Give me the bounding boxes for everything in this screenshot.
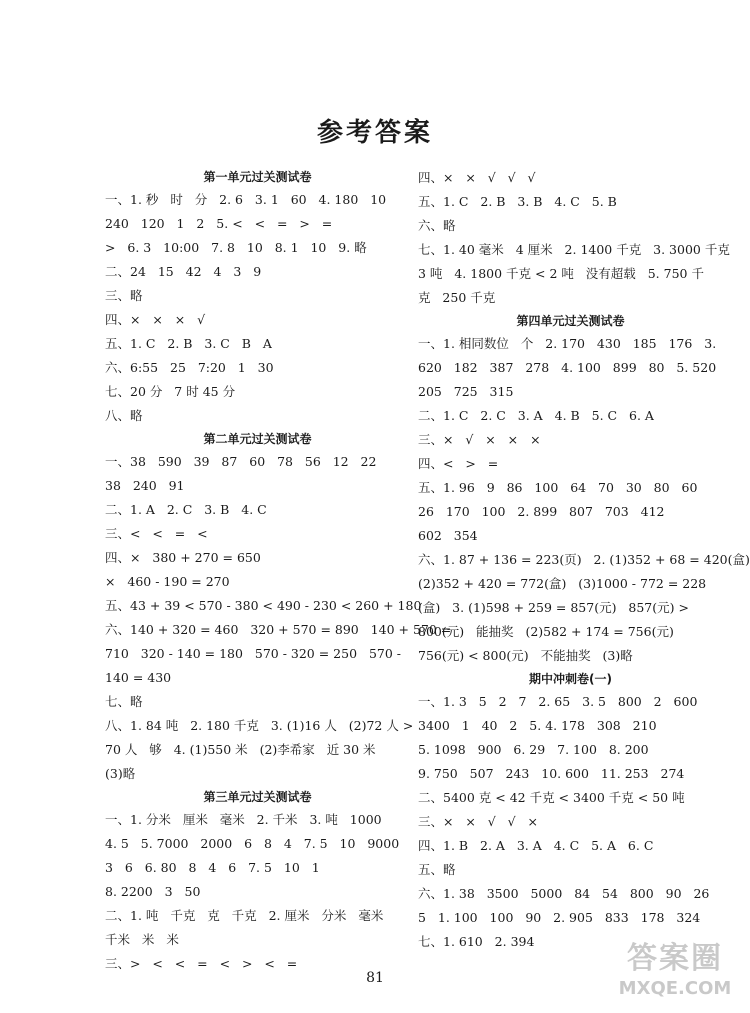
- watermark-text-cn: 答案圈: [627, 941, 723, 976]
- answer-line: 八、略: [105, 408, 143, 423]
- answer-line: 二、5400 克 < 42 千克 < 3400 千克 < 50 吨: [418, 790, 685, 805]
- answer-line: 三、> < < = < > < =: [105, 956, 298, 971]
- answer-line: 三、× √ × × ×: [418, 432, 541, 447]
- answer-line: 240 120 1 2 5. < < = > =: [105, 216, 333, 231]
- answer-line: 一、38 590 39 87 60 78 56 12 22: [105, 454, 377, 469]
- watermark-text-en: MXQE.COM: [618, 978, 732, 999]
- answer-line: 五、略: [418, 862, 456, 877]
- answer-line: 3 吨 4. 1800 千克 < 2 吨 没有超载 5. 750 千: [418, 266, 704, 281]
- answer-line: 3400 1 40 2 5. 4. 178 308 210: [418, 718, 657, 733]
- answer-line: 38 240 91: [105, 478, 185, 493]
- section-title: 第三单元过关测试卷: [203, 790, 312, 804]
- answer-line: 四、× × √ √ √: [418, 170, 536, 185]
- answer-line: 六、6:55 25 7:20 1 30: [105, 360, 274, 375]
- answer-line: 三、< < = <: [105, 526, 208, 541]
- answer-line: 9. 750 507 243 10. 600 11. 253 274: [418, 766, 685, 781]
- answer-line: 205 725 315: [418, 384, 514, 399]
- section-title: 期中冲刺卷(一): [529, 672, 612, 686]
- section-title: 第一单元过关测试卷: [203, 170, 312, 184]
- answer-line: (盒) 3. (1)598 + 259 = 857(元) 857(元) >: [418, 600, 689, 615]
- answer-line: 五、1. 96 9 86 100 64 70 30 80 60: [418, 480, 698, 495]
- right-column: [418, 166, 750, 954]
- answer-line: 800(元) 能抽奖 (2)582 + 174 = 756(元): [418, 624, 674, 639]
- answer-line: 七、1. 40 毫米 4 厘米 2. 1400 千克 3. 3000 千克: [418, 242, 730, 257]
- answer-line: 六、1. 87 + 136 = 223(页) 2. (1)352 + 68 = 420(盒): [418, 552, 750, 567]
- answer-line: 5 1. 100 100 90 2. 905 833 178 324: [418, 910, 701, 925]
- answer-line: 3 6 6. 80 8 4 6 7. 5 10 1: [105, 860, 320, 875]
- answer-line: 四、< > =: [418, 456, 499, 471]
- answer-line: 5. 1098 900 6. 29 7. 100 8. 200: [418, 742, 649, 757]
- answer-line: 四、× 380 + 270 = 650: [105, 550, 261, 565]
- answer-line: (3)略: [105, 766, 136, 781]
- section-title: 第二单元过关测试卷: [203, 432, 312, 446]
- answer-line: 三、略: [105, 288, 143, 303]
- answer-line: 620 182 387 278 4. 100 899 80 5. 520: [418, 360, 717, 375]
- answer-line: 756(元) < 800(元) 不能抽奖 (3)略: [418, 648, 633, 663]
- answer-line: 602 354: [418, 528, 478, 543]
- answer-line: 克 250 千克: [418, 290, 496, 305]
- answer-line: 26 170 100 2. 899 807 703 412: [418, 504, 665, 519]
- answer-line: 一、1. 3 5 2 7 2. 65 3. 5 800 2 600: [418, 694, 698, 709]
- answer-line: 一、1. 分米 厘米 毫米 2. 千米 3. 吨 1000: [105, 812, 382, 827]
- answer-line: 二、24 15 42 4 3 9: [105, 264, 262, 279]
- answer-line: > 6. 3 10:00 7. 8 10 8. 1 10 9. 略: [105, 240, 367, 255]
- answer-line: 七、20 分 7 时 45 分: [105, 384, 236, 399]
- page-number: 81: [366, 970, 384, 986]
- answer-line: 五、1. C 2. B 3. C B A: [105, 336, 272, 351]
- answer-line: 8. 2200 3 50: [105, 884, 201, 899]
- answer-line: × 460 - 190 = 270: [105, 574, 230, 589]
- answer-line: 710 320 - 140 = 180 570 - 320 = 250 570 -: [105, 646, 402, 661]
- answer-line: 二、1. A 2. C 3. B 4. C: [105, 502, 267, 517]
- answer-line: 4. 5 5. 7000 2000 6 8 4 7. 5 10 9000: [105, 836, 400, 851]
- section-title: 第四单元过关测试卷: [516, 314, 625, 328]
- answer-line: 一、1. 相同数位 个 2. 170 430 185 176 3.: [418, 336, 717, 351]
- answer-line: 一、1. 秒 时 分 2. 6 3. 1 60 4. 180 10: [105, 192, 387, 207]
- answer-line: 五、1. C 2. B 3. B 4. C 5. B: [418, 194, 617, 209]
- answer-line: 六、略: [418, 218, 456, 233]
- answer-line: 七、略: [105, 694, 143, 709]
- answer-line: 四、× × × √: [105, 312, 206, 327]
- page-title: 参考答案: [316, 118, 433, 148]
- answer-line: (2)352 + 420 = 772(盒) (3)1000 - 772 = 228: [418, 576, 707, 591]
- watermark-logo: [600, 940, 750, 1010]
- answer-line: 五、43 + 39 < 570 - 380 < 490 - 230 < 260 + 180: [105, 598, 422, 613]
- answer-line: 二、1. 吨 千克 克 千克 2. 厘米 分米 毫米: [105, 908, 384, 923]
- answer-line: 八、1. 84 吨 2. 180 千克 3. (1)16 人 (2)72 人 >: [105, 718, 414, 733]
- answer-line: 四、1. B 2. A 3. A 4. C 5. A 6. C: [418, 838, 654, 853]
- answer-line: 七、1. 610 2. 394: [418, 934, 535, 949]
- answer-line: 六、140 + 320 = 460 320 + 570 = 890 140 + 570 =: [105, 622, 452, 637]
- answer-line: 140 = 430: [105, 670, 172, 685]
- answer-line: 六、1. 38 3500 5000 84 54 800 90 26: [418, 886, 710, 901]
- answer-line: 二、1. C 2. C 3. A 4. B 5. C 6. A: [418, 408, 654, 423]
- answer-line: 三、× × √ √ ×: [418, 814, 539, 829]
- answer-line: 70 人 够 4. (1)550 米 (2)李希家 近 30 米: [105, 742, 376, 757]
- answer-line: 千米 米 米: [105, 932, 179, 947]
